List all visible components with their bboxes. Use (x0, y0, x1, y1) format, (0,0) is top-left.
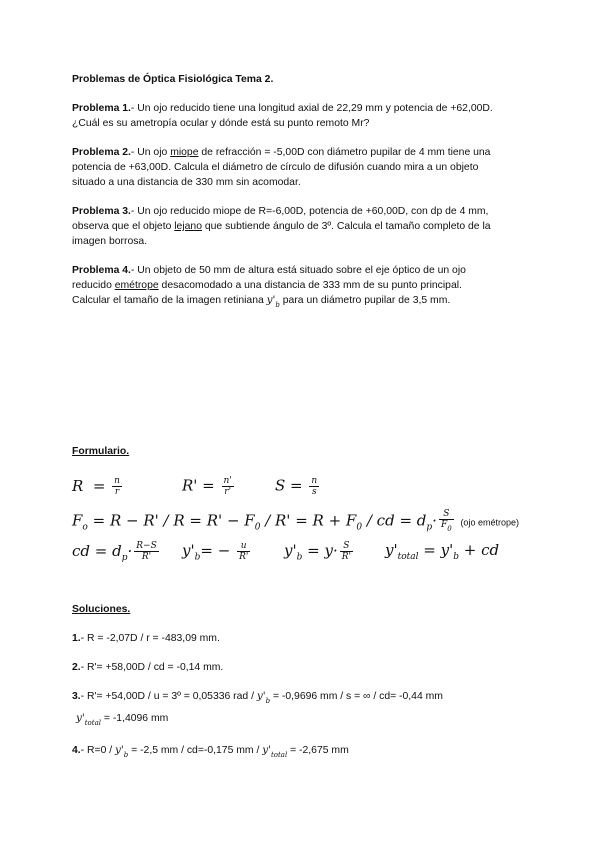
solution-3-line2 (76, 711, 168, 731)
solution-3-post: = -0,9696 mm / s = ∞ / cd= -0,44 mm (270, 691, 443, 702)
problem-4-l2pre: reducido (72, 280, 115, 291)
document-title: Problemas de Óptica Fisiológica Tema 2. (72, 74, 274, 85)
problem-2 (72, 145, 534, 190)
problem-4-label: Problema 4. (72, 265, 131, 276)
problem-1-line1: - Un ojo reducido tiene una longitud axial de 22,29 mm y potencia de +62,00D. (130, 103, 493, 114)
solution-1-text: - R = -2,07D / r = -483,09 mm. (80, 633, 220, 644)
solution-4-num: 4. (72, 745, 81, 756)
formula-S: S = $\frac{n}{s}$ (275, 476, 318, 497)
math-ytotal-4: $y'_{total}$ (262, 744, 288, 759)
problem-3-line3: imagen borrosa. (72, 236, 148, 247)
problem-4-underlined: emétrope (114, 280, 159, 291)
formula-yb-y: $y'_b = y\cdot$ $\frac{S}{R'}$ (284, 541, 351, 563)
problem-1-label: Problema 1. (72, 103, 131, 114)
solution-3-line2-text: = -1,4096 mm (101, 713, 169, 724)
problem-1 (72, 101, 534, 131)
problem-4-l2post: desacomodado a una distancia de 333 mm de su punto principal. (158, 280, 462, 291)
problem-3-label: Problema 3. (72, 206, 131, 217)
problem-2-pre: - Un ojo (130, 147, 171, 158)
formula-note: (ojo emétrope) (460, 517, 519, 528)
solution-3-num: 3. (72, 691, 81, 702)
formula-yb-u: $y'_b=$ − $\frac{u}{R'}$ (182, 541, 249, 563)
solution-2-text: - R'= +58,00D / cd = -0,14 mm. (80, 662, 224, 673)
problem-2-underlined: miope (170, 147, 199, 158)
formula-cd: cd = $d_p\cdot$ $\frac{R-S}{R'}$ (72, 541, 157, 563)
solution-2-num: 2. (72, 662, 81, 673)
problem-2-post: de refracción = -5,00D con diámetro pupilar de 4 mm tiene una (198, 147, 491, 158)
problem-3-l2post: que subtiende ángulo de 3º. Calcula el tamaño completo de la (201, 221, 491, 232)
math-yb-3: $y'_b$ (256, 690, 271, 705)
solution-3-pre: - R'= +54,00D / u = 3º = 0,05336 rad / (80, 691, 257, 702)
formula-line-2: $F_o = R - R' / R = R' - F_0 / R' = R + F_0$ / cd = $d_p\cdot$ $\frac{S}{F_0}$ (ojo emétrope) (72, 509, 519, 533)
problem-3-l2pre: observa que el objeto (72, 221, 175, 232)
solution-4-pre: - R=0 / (80, 745, 116, 756)
formula-line-3 (72, 541, 500, 563)
solution-4-post: = -2,675 mm (287, 745, 349, 756)
problem-3-underlined: lejano (174, 221, 202, 232)
solution-2 (72, 660, 223, 675)
solution-4-mid: = -2,5 mm / cd=-0,175 mm / (128, 745, 263, 756)
solution-4 (72, 743, 349, 763)
problem-2-line2: potencia de +63,00D. Calcula el diámetro de círculo de difusión cuando mira a un objeto (72, 162, 479, 173)
math-ytotal-3: $y'_{total}$ (76, 712, 101, 727)
solution-3 (72, 689, 443, 709)
problem-4-l3pre: Calcular el tamaño de la imagen retiniana (72, 295, 267, 306)
formula-ytotal: $y'_{total} = y'_b$ + cd (385, 541, 500, 562)
math-yb: $y'_b$ (266, 294, 280, 309)
problem-3 (72, 204, 534, 249)
formula-Rprime: R' = $\frac{n'}{r'}$ (182, 476, 232, 497)
solution-1 (72, 631, 220, 646)
math-yb-4: $y'_b$ (115, 744, 129, 759)
problem-2-label: Problema 2. (72, 147, 131, 158)
formulario-heading: Formulario. (72, 446, 130, 457)
problem-2-line3: situado a una distancia de 330 mm sin acomodar. (72, 177, 301, 188)
problem-4-l3post: para un diámetro pupilar de 3,5 mm. (279, 295, 451, 306)
problem-1-line2: ¿Cuál es su ametropía ocular y dónde está su punto remoto Mr? (72, 118, 370, 129)
formula-line-1 (72, 476, 318, 497)
formula-R: R = $\frac{n}{r}$ (72, 476, 120, 497)
solution-1-num: 1. (72, 633, 81, 644)
problem-4 (72, 263, 534, 313)
soluciones-heading: Soluciones. (72, 604, 131, 615)
problem-4-line1: - Un objeto de 50 mm de altura está situado sobre el eje óptico de un ojo (130, 265, 466, 276)
problem-3-line1: - Un ojo reducido miope de R=-6,00D, potencia de +60,00D, con dp de 4 mm, (130, 206, 489, 217)
